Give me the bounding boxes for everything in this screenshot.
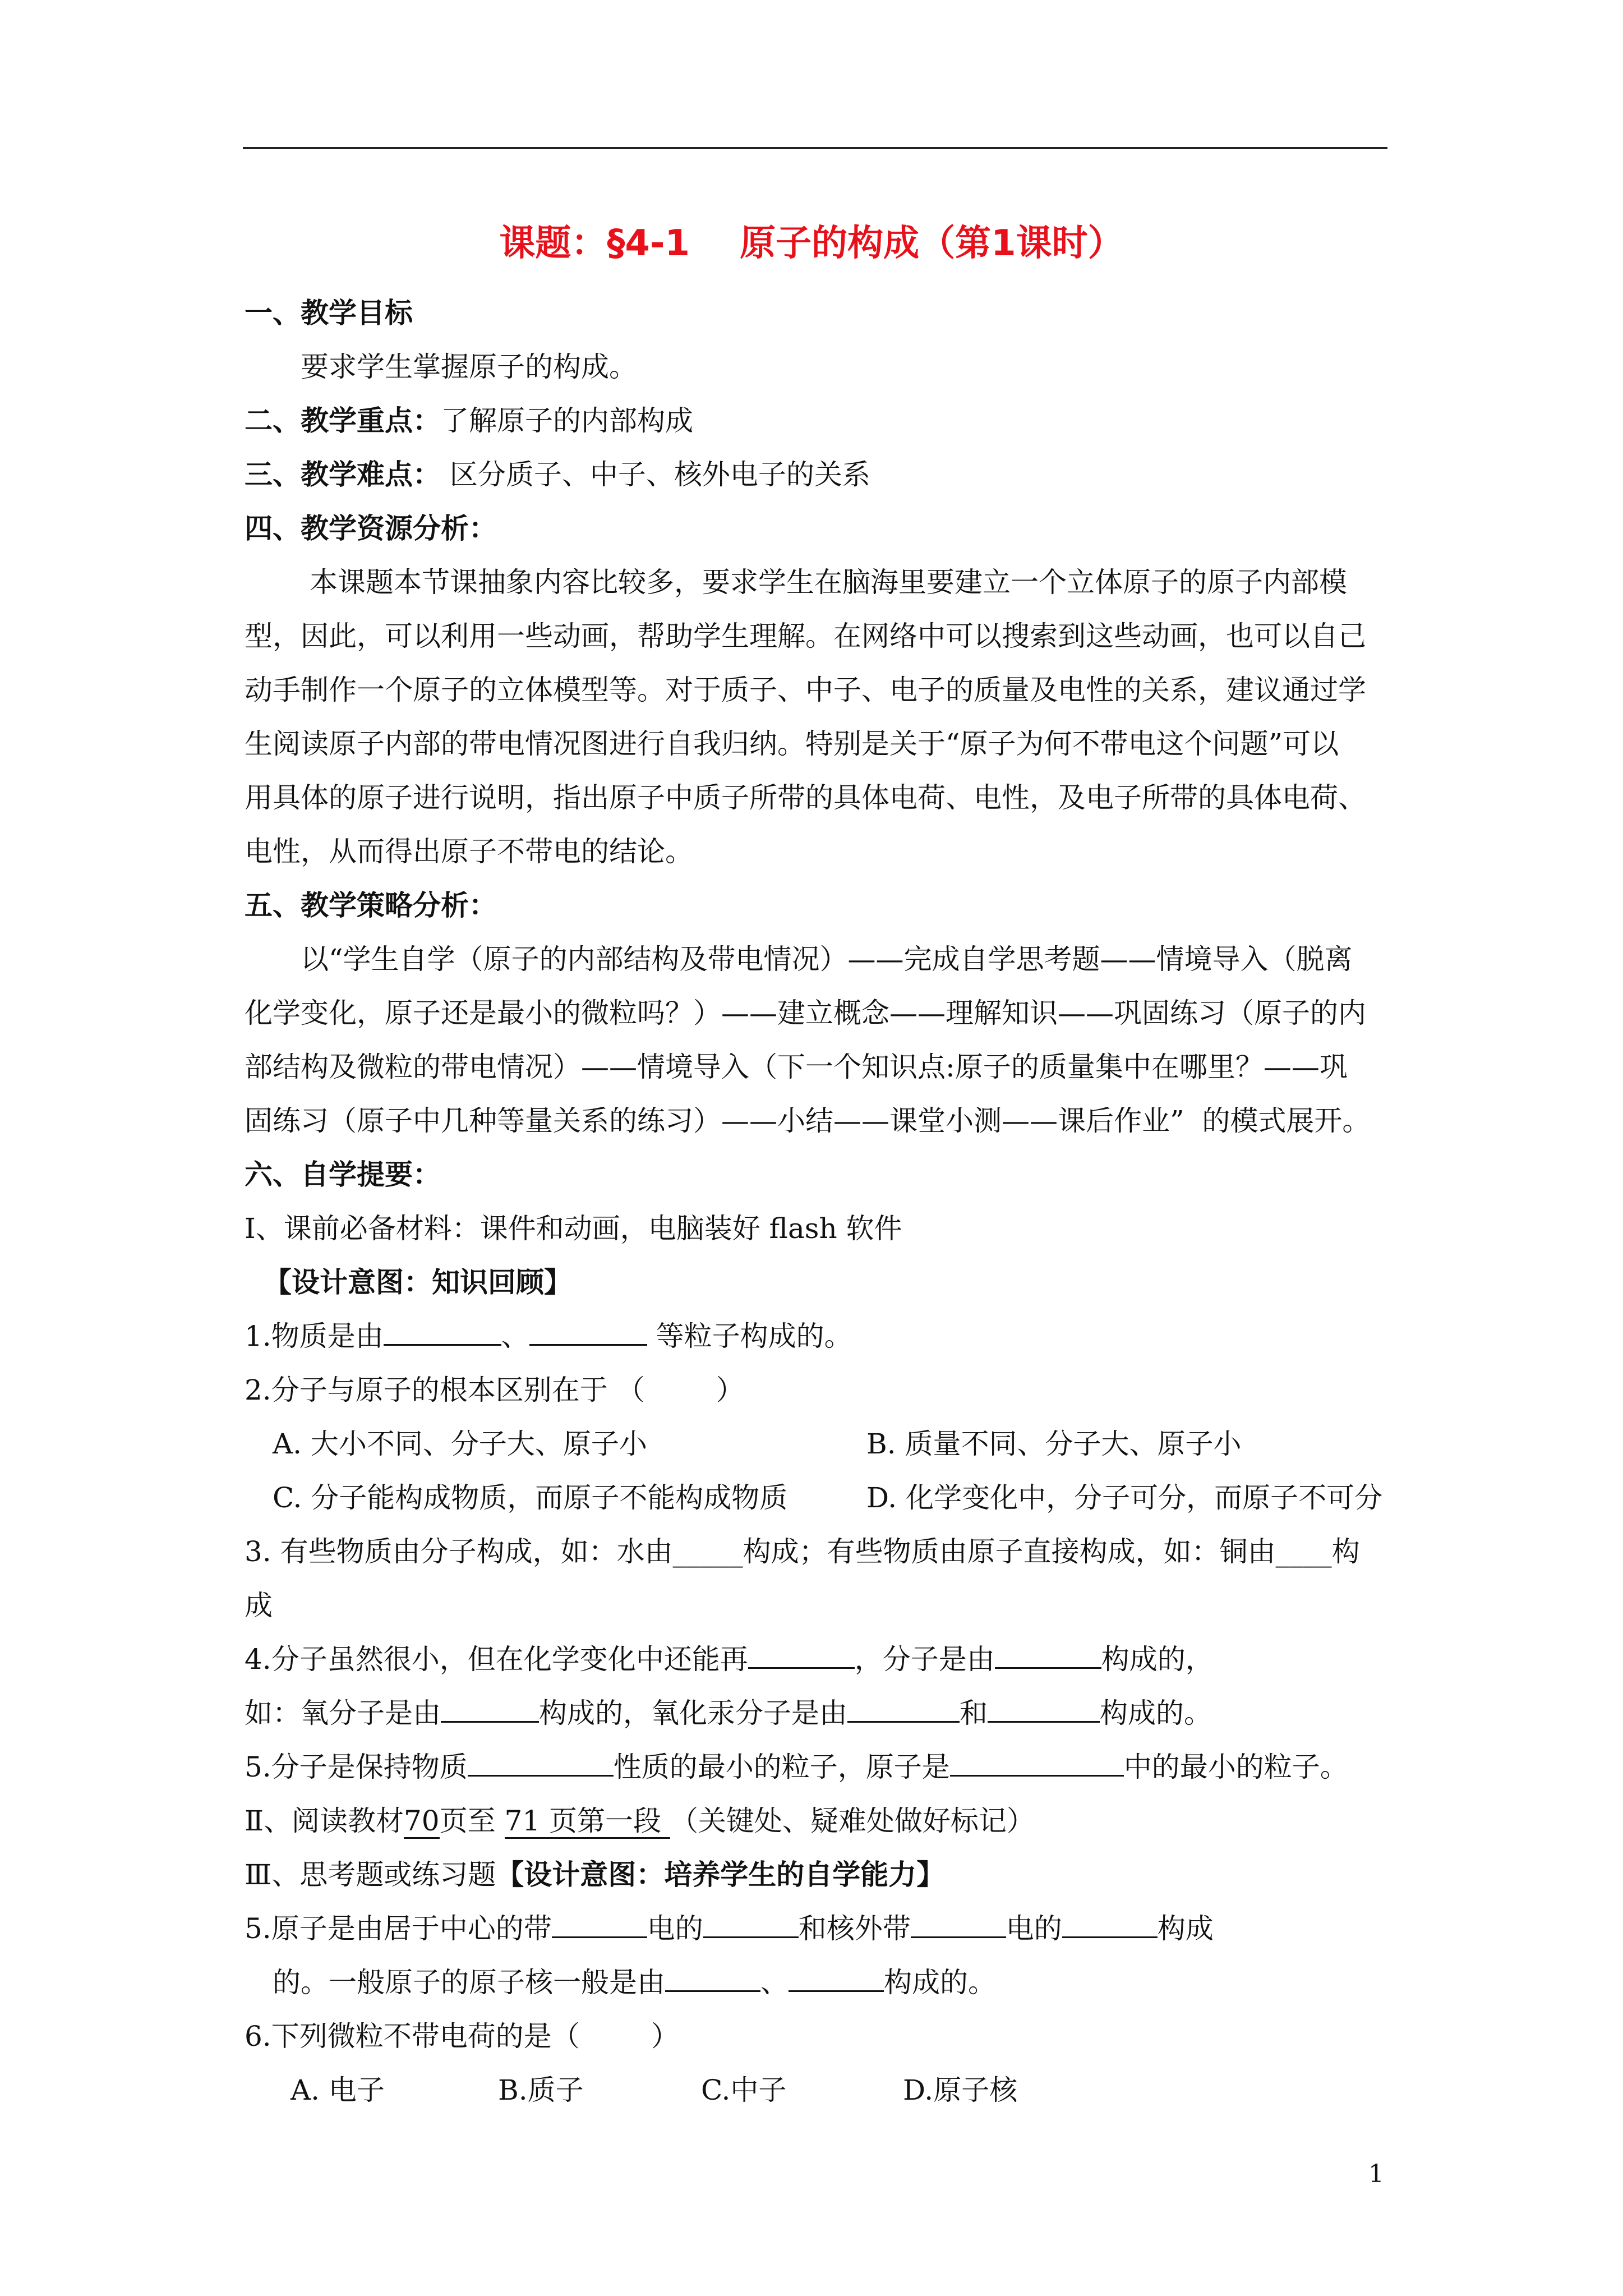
question-2: 2.分子与原子的根本区别在于 （ ） bbox=[245, 1374, 744, 1406]
header-rule bbox=[243, 147, 1387, 149]
page-number: 1 bbox=[1368, 2160, 1384, 2188]
section-2-text: 了解原子的内部构成 bbox=[441, 404, 693, 437]
question-text: 构成的， bbox=[1101, 1643, 1214, 1676]
question-text: ，分子是由 bbox=[854, 1643, 995, 1676]
question-text: 和 bbox=[960, 1697, 988, 1729]
question-2-option-d: D. 化学变化中，分子可分，而原子不可分 bbox=[866, 1481, 1383, 1514]
answer-blank[interactable] bbox=[950, 1746, 1124, 1777]
question-6: 6.下列微粒不带电荷的是（ ） bbox=[245, 2020, 679, 2053]
question-2-option-b: B. 质量不同、分子大、原子小 bbox=[866, 1428, 1242, 1460]
answer-blank[interactable] bbox=[789, 1961, 884, 1992]
section-4-line: 电性，从而得出原子不带电的结论。 bbox=[245, 835, 693, 868]
question-text: 中的最小的粒子。 bbox=[1123, 1751, 1348, 1783]
reading-text: （关键处、疑难处做好标记） bbox=[670, 1805, 1035, 1837]
question-text: 构成 bbox=[1157, 1912, 1214, 1945]
section-2-heading: 二、教学重点： bbox=[245, 404, 441, 437]
answer-blank[interactable] bbox=[384, 1315, 501, 1346]
section-4-line: 型，因此，可以利用一些动画，帮助学生理解。在网络中可以搜索到这些动画，也可以自己 bbox=[245, 620, 1366, 652]
question-text: 5.原子是由居于中心的带 bbox=[245, 1912, 552, 1945]
question-text: 1.物质是由 bbox=[245, 1320, 384, 1352]
page-title: 课题：§4-1 原子的构成（第1课时） bbox=[499, 223, 1124, 264]
question-text: 构成的，氧化汞分子是由 bbox=[539, 1697, 847, 1729]
section-4-heading: 四、教学资源分析： bbox=[245, 512, 497, 545]
question-6-option-c: C.中子 bbox=[701, 2074, 787, 2106]
answer-blank[interactable] bbox=[911, 1907, 1006, 1938]
question-text: 、 bbox=[760, 1966, 789, 1999]
page-to: 71 页第一段 bbox=[505, 1805, 670, 1839]
question-5 bbox=[245, 1740, 1348, 1794]
question-2-option-a: A. 大小不同、分子大、原子小 bbox=[273, 1428, 647, 1460]
answer-blank[interactable] bbox=[441, 1692, 539, 1723]
part-2-reading bbox=[245, 1794, 1035, 1848]
section-1-text: 要求学生掌握原子的构成。 bbox=[301, 351, 637, 383]
reading-text: Ⅱ、阅读教材 bbox=[245, 1805, 404, 1837]
part-1-materials: Ⅰ、课前必备材料：课件和动画，电脑装好 flash 软件 bbox=[245, 1212, 902, 1245]
question-1 bbox=[245, 1309, 852, 1363]
section-5-line: 部结构及微粒的带电情况）——情境导入（下一个知识点:原子的质量集中在哪里？——巩 bbox=[245, 1051, 1348, 1083]
question-text: 构成的。 bbox=[1100, 1697, 1212, 1729]
question-5b-continued bbox=[273, 1955, 996, 2009]
answer-blank[interactable] bbox=[847, 1692, 960, 1723]
part-1-design-intent: 【设计意图：知识回顾】 bbox=[264, 1266, 572, 1299]
answer-blank[interactable] bbox=[703, 1907, 799, 1938]
section-4-line: 生阅读原子内部的带电情况图进行自我归纳。特别是关于“原子为何不带电这个问题”可以 bbox=[245, 728, 1339, 760]
section-5-heading: 五、教学策略分析： bbox=[245, 889, 497, 922]
question-6-option-a: A. 电子 bbox=[291, 2074, 385, 2106]
question-text: 性质的最小的粒子，原子是 bbox=[613, 1751, 950, 1783]
question-3-line: 3. 有些物质由分子构成，如：水由_____构成；有些物质由原子直接构成，如：铜由____构 bbox=[245, 1535, 1360, 1568]
question-5b bbox=[245, 1902, 1214, 1955]
answer-blank[interactable] bbox=[995, 1638, 1101, 1669]
question-text: 等粒子构成的。 bbox=[647, 1320, 852, 1352]
section-3-text: 区分质子、中子、核外电子的关系 bbox=[441, 458, 870, 491]
answer-blank[interactable] bbox=[748, 1638, 855, 1669]
part-3-design-intent: 【设计意图：培养学生的自学能力】 bbox=[496, 1858, 945, 1891]
question-text: 电的 bbox=[1006, 1912, 1062, 1945]
section-5-line: 固练习（原子中几种等量关系的练习）——小结——课堂小测——课后作业” 的模式展开。 bbox=[245, 1105, 1371, 1137]
section-5-line: 化学变化，原子还是最小的微粒吗？）——建立概念——理解知识——巩固练习（原子的内 bbox=[245, 997, 1366, 1029]
part-3-label: Ⅲ、思考题或练习题 bbox=[245, 1858, 496, 1891]
question-6-option-b: B.质子 bbox=[498, 2074, 584, 2106]
question-text: 5.分子是保持物质 bbox=[245, 1751, 468, 1783]
reading-text: 页至 bbox=[439, 1805, 505, 1837]
answer-blank[interactable] bbox=[1062, 1907, 1158, 1938]
question-3-line: 成 bbox=[245, 1589, 273, 1622]
question-4-continued bbox=[245, 1686, 1212, 1740]
section-3-heading: 三、教学难点： bbox=[245, 458, 441, 491]
section-3 bbox=[245, 448, 870, 501]
question-6-option-d: D.原子核 bbox=[903, 2074, 1018, 2106]
question-text: 如：氧分子是由 bbox=[245, 1697, 441, 1729]
section-4-line: 本课题本节课抽象内容比较多，要求学生在脑海里要建立一个立体原子的原子内部模 bbox=[310, 566, 1347, 599]
question-2-option-c: C. 分子能构成物质，而原子不能构成物质 bbox=[273, 1481, 788, 1514]
answer-blank[interactable] bbox=[468, 1746, 614, 1777]
question-text: 电的 bbox=[647, 1912, 703, 1945]
answer-blank[interactable] bbox=[665, 1961, 760, 1992]
section-4-line: 用具体的原子进行说明，指出原子中质子所带的具体电荷、电性，及电子所带的具体电荷、 bbox=[245, 781, 1366, 814]
section-2 bbox=[245, 394, 693, 448]
section-5-line: 以“学生自学（原子的内部结构及带电情况）——完成自学思考题——情境导入（脱离 bbox=[301, 943, 1353, 976]
part-3-heading bbox=[245, 1848, 944, 1902]
question-text: 构成的。 bbox=[884, 1966, 996, 1999]
question-text: 的。一般原子的原子核一般是由 bbox=[273, 1966, 665, 1999]
answer-blank[interactable] bbox=[552, 1907, 647, 1938]
section-1-heading: 一、教学目标 bbox=[245, 297, 413, 329]
question-text: 、 bbox=[501, 1320, 529, 1352]
answer-blank[interactable] bbox=[529, 1315, 647, 1346]
page-from: 70 bbox=[404, 1805, 440, 1839]
question-4 bbox=[245, 1632, 1214, 1686]
section-6-heading: 六、自学提要： bbox=[245, 1158, 441, 1191]
question-text: 4.分子虽然很小，但在化学变化中还能再 bbox=[245, 1643, 748, 1676]
question-text: 和核外带 bbox=[798, 1912, 911, 1945]
answer-blank[interactable] bbox=[988, 1692, 1100, 1723]
section-4-line: 动手制作一个原子的立体模型等。对于质子、中子、电子的质量及电性的关系，建议通过学 bbox=[245, 674, 1366, 706]
